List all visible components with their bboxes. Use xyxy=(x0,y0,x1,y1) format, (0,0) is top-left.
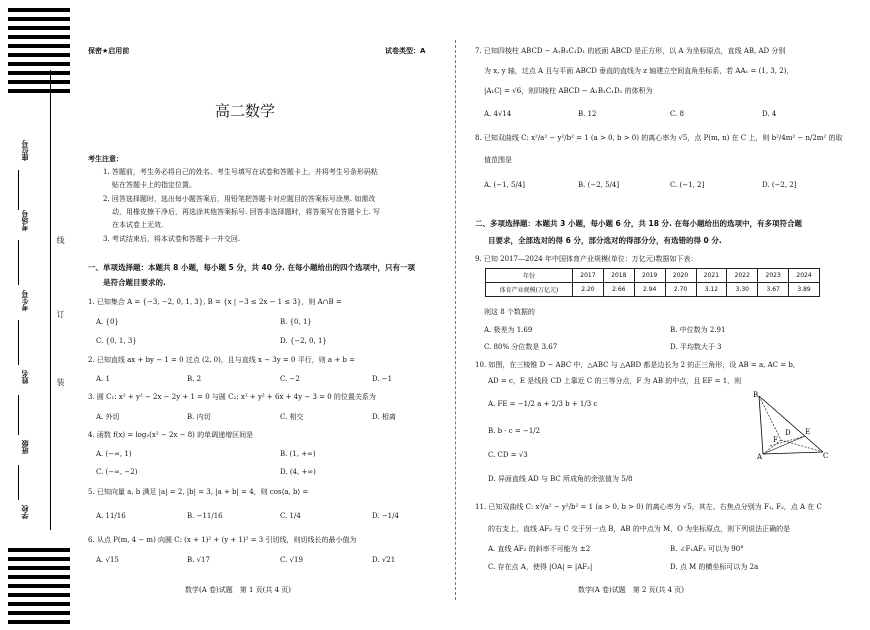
q3-stem: 3. 圆 C₁: x² + y² − 2x − 2y + 1 = 0 与圆 C₂: x² + y² + 6x + 4y − 3 = 0 的位置关系为 xyxy=(88,393,376,401)
value-cell: 3.89 xyxy=(789,283,820,297)
q10-line-2: AD = c，E 是线段 CD 上靠近 C 的三等分点，F 为 AB 的中点，且 EF = 1，则 xyxy=(488,377,742,385)
q4-option-d: D. (4, +∞) xyxy=(280,468,316,476)
value-cell: 2.70 xyxy=(665,283,696,297)
binding-stripe xyxy=(8,566,70,570)
q2-option-b: B. 2 xyxy=(187,375,202,383)
table-header-cell: 年份 xyxy=(486,269,573,283)
q3-option-a: A. 外切 xyxy=(96,413,120,421)
value-cell: 2.66 xyxy=(603,283,634,297)
q1-option-a: A. {0} xyxy=(96,318,119,326)
q9-data-table xyxy=(485,268,820,297)
year-cell: 2017 xyxy=(573,269,604,283)
q4-option-a: A. (−∞, 1) xyxy=(96,450,132,458)
q9-option-c: C. 80% 分位数是 3.67 xyxy=(484,343,558,351)
q5-option-c: C. 1/4 xyxy=(280,512,301,520)
cut-word-assemble: 装 xyxy=(56,378,65,386)
class-underline xyxy=(18,465,19,500)
q9-stem: 9. 已知 2017—2024 年中国体育产业规模(单位：万亿元)数据如下表： xyxy=(475,255,698,263)
q9-option-d: D. 平均数大于 3 xyxy=(670,343,722,351)
cut-word-line: 线 xyxy=(56,236,65,244)
q7-option-a: A. 4√14 xyxy=(484,110,512,118)
q7-option-d: D. 4 xyxy=(762,110,777,118)
page-divider xyxy=(455,40,456,600)
vertex-label-b: B xyxy=(753,391,759,399)
q8-line-2: 值范围是 xyxy=(484,156,512,164)
q11-line-1: 11. 已知双曲线 C: x²/a² − y²/b² = 1 (a > 0, b > 0) 的离心率为 √5，其左、右焦点分别为 F₁, F₂，点 A 在 C xyxy=(475,503,822,511)
binding-stripe xyxy=(8,53,70,57)
table-row xyxy=(486,269,820,283)
page-title: 高二数学 xyxy=(215,102,276,120)
q11-option-b: B. ∠F₁AF₂ 可以为 90° xyxy=(670,545,744,553)
binding-stripe xyxy=(8,26,70,30)
value-cell: 2.20 xyxy=(573,283,604,297)
q9-after: 则这 8 个数据的 xyxy=(484,308,535,316)
q1-option-d: D. {−2, 0, 1} xyxy=(280,337,327,345)
binding-stripe xyxy=(8,557,70,561)
q1-option-b: B. {0, 1} xyxy=(280,318,312,326)
year-cell: 2020 xyxy=(665,269,696,283)
q7-line-2: 为 x, y 轴，过点 A 且与平面 ABCD 垂直的直线为 z 轴建立空间直角坐标系，若 AA₁ = (1, 3, 2)， xyxy=(484,67,794,75)
notice-line-2: 贴在答题卡上的指定位置。 xyxy=(112,181,196,189)
section2-heading-2: 目要求，全部选对的得 6 分，部分选对的得部分分，有选错的得 0 分. xyxy=(488,236,722,245)
notice-line-6: 3. 考试结束后，将本试卷和答题卡一并交回. xyxy=(103,235,241,243)
footer-right: 数学(A 卷)试题 第 2 页(共 4 页) xyxy=(578,586,685,594)
year-cell: 2019 xyxy=(634,269,665,283)
q6-option-b: B. √17 xyxy=(187,556,210,564)
binding-stripe xyxy=(8,602,70,606)
q7-option-b: B. 12 xyxy=(578,110,597,118)
field-school: 学校 xyxy=(21,505,29,519)
binding-stripe xyxy=(8,71,70,75)
q2-stem: 2. 已知直线 ax + by − 1 = 0 过点 (2, 0)，且与直线 x − 3y = 0 平行，则 a + b = xyxy=(88,356,355,364)
binding-stripe xyxy=(8,593,70,597)
q4-option-c: C. (−∞, −2) xyxy=(96,468,138,476)
paper-type-label: 试卷类型：A xyxy=(385,47,426,55)
q5-option-b: B. −11/16 xyxy=(187,512,223,520)
q7-option-c: C. 8 xyxy=(670,110,685,118)
candidate-underline xyxy=(18,320,19,365)
room-underline xyxy=(18,240,19,285)
field-name: 姓名 xyxy=(21,370,29,384)
q8-line-1: 8. 已知双曲线 C: x²/a² − y²/b² = 1 (a > 0, b > 0) 的离心率为 √5，点 P(m, n) 在 C 上，则 b²/4m² − n/2m² 的取 xyxy=(475,134,843,142)
vertex-label-a: A xyxy=(757,453,763,460)
q8-option-d: D. (−2, 2] xyxy=(762,181,797,189)
q10-option-b: B. b · c = −1/2 xyxy=(488,427,541,435)
field-candidate-number: 考生号 xyxy=(21,290,29,311)
q8-option-b: B. (−2, 5/4] xyxy=(578,181,620,189)
q9-option-a: A. 极差为 1.69 xyxy=(484,326,533,334)
q11-line-2: 的右支上，直线 AF₂ 与 C 交于另一点 B，AB 的中点为 M，O 为坐标原点，则下列说法正确的是 xyxy=(488,525,791,533)
section2-heading: 二、多项选择题：本题共 3 小题，每小题 6 分，共 18 分. 在每小题给出的选项中，有多项符合题 xyxy=(475,219,802,228)
year-cell: 2018 xyxy=(603,269,634,283)
q6-stem: 6. 从点 P(m, 4 − m) 向圆 C: (x + 1)² + (y + 1)² = 3 引切线，则切线长的最小值为 xyxy=(88,536,357,544)
notice-line-3: 2. 回答选择题时，选出每小题答案后，用铅笔把答题卡对应题目的答案标号涂黑. 如需改 xyxy=(103,195,376,203)
q5-option-a: A. 11/16 xyxy=(96,512,126,520)
binding-stripe xyxy=(8,35,70,39)
notice-line-1: 1. 答题前，考生务必将自己的姓名、考生号填写在试卷和答题卡上，并将考生号条形码粘 xyxy=(103,168,378,176)
seat-underline xyxy=(18,170,19,210)
secret-label: 保密★启用前 xyxy=(88,47,130,55)
value-cell: 2.94 xyxy=(634,283,665,297)
binding-stripe xyxy=(8,44,70,48)
year-cell: 2022 xyxy=(727,269,758,283)
vertex-label-c: C xyxy=(823,452,829,460)
binding-stripe xyxy=(8,548,70,552)
q5-stem: 5. 已知向量 a, b 满足 |a| = 2, |b| = 3, |a + b| = 4，则 cos⟨a, b⟩ = xyxy=(88,488,309,496)
q3-option-b: B. 内切 xyxy=(187,413,211,421)
binding-stripe xyxy=(8,17,70,21)
binding-stripe xyxy=(8,80,70,84)
notice-line-5: 在本试卷上无效. xyxy=(112,221,164,229)
q2-option-a: A. 1 xyxy=(96,375,110,383)
binding-stripe xyxy=(8,575,70,579)
value-cell: 3.67 xyxy=(758,283,789,297)
q10-option-d: D. 异面直线 AD 与 BC 所成角的余弦值为 5/8 xyxy=(488,475,633,483)
field-exam-room: 考场号 xyxy=(21,210,29,231)
vertex-label-d: D xyxy=(785,429,791,437)
q11-option-c: C. 存在点 A，使得 |OA| = |AF₂| xyxy=(488,563,593,571)
q8-option-c: C. (−1, 2] xyxy=(670,181,705,189)
q10-line-1: 10. 如图，在三棱锥 D − ABC 中，△ABC 与 △ABD 都是边长为 2 的正三角形，设 AB = a, AC = b, xyxy=(475,361,796,369)
q10-option-a: A. FE = −1/2 a + 2/3 b + 1/3 c xyxy=(488,400,598,408)
binding-stripe xyxy=(8,584,70,588)
q11-option-a: A. 直线 AF₂ 的斜率不可能为 ±2 xyxy=(488,545,591,553)
binding-stripe xyxy=(8,89,70,93)
vertex-label-e: E xyxy=(805,428,811,436)
table-header-cell: 体育产业规模(万亿元) xyxy=(486,283,573,297)
q6-option-d: D. √21 xyxy=(372,556,396,564)
binding-stripe xyxy=(8,8,70,12)
q1-stem: 1. 已知集合 A = {−3, −2, 0, 1, 3}, B = {x | −3 ≤ 2x − 1 ≤ 3}，则 A∩B = xyxy=(88,298,342,306)
notice-line-4: 动，用橡皮擦干净后，再选涂其他答案标号. 回答非选择题时，将答案写在答题卡上. 写 xyxy=(112,208,380,216)
binding-line xyxy=(50,70,51,530)
q11-option-d: D. 点 M 的横坐标可以为 2a xyxy=(670,563,759,571)
section1-heading: 一、单项选择题：本题共 8 小题，每小题 5 分，共 40 分. 在每小题给出的四个选项中，只有一项 xyxy=(88,263,415,272)
q6-option-a: A. √15 xyxy=(96,556,119,564)
table-row xyxy=(486,283,820,297)
tetrahedron-figure xyxy=(745,388,830,460)
q5-option-d: D. −1/4 xyxy=(372,512,399,520)
q10-option-c: C. CD = √3 xyxy=(488,451,528,459)
q3-option-d: D. 相离 xyxy=(372,413,396,421)
vertex-label-f: F xyxy=(773,436,778,444)
q4-stem: 4. 函数 f(x) = log₂(x² − 2x − 8) 的单调递增区间是 xyxy=(88,431,254,439)
section1-heading-2: 是符合题目要求的. xyxy=(103,278,166,287)
q4-option-b: B. (1, +∞) xyxy=(280,450,316,458)
field-seat-number: 座位号 xyxy=(21,140,29,161)
q7-line-1: 7. 已知四棱柱 ABCD − A₁B₁C₁D₁ 的底面 ABCD 是正方形，以 A 为坐标原点，直线 AB, AD 分别 xyxy=(475,47,786,55)
value-cell: 3.12 xyxy=(696,283,727,297)
binding-stripe xyxy=(8,62,70,66)
q2-option-c: C. −2 xyxy=(280,375,300,383)
notice-heading: 考生注意： xyxy=(88,155,123,163)
q1-option-c: C. {0, 1, 3} xyxy=(96,337,137,345)
value-cell: 3.30 xyxy=(727,283,758,297)
year-cell: 2023 xyxy=(758,269,789,283)
field-class: 班级 xyxy=(21,440,29,454)
binding-stripe xyxy=(8,620,70,624)
q9-option-b: B. 中位数为 2.91 xyxy=(670,326,726,334)
year-cell: 2021 xyxy=(696,269,727,283)
binding-stripe xyxy=(8,611,70,615)
footer-left: 数学(A 卷)试题 第 1 页(共 4 页) xyxy=(185,586,292,594)
cut-word-bind: 订 xyxy=(56,310,65,318)
q2-option-d: D. −1 xyxy=(372,375,393,383)
q7-line-3: |A₁C| = √6，则四棱柱 ABCD − A₁B₁C₁D₁ 的体积为 xyxy=(484,87,653,95)
q3-option-c: C. 相交 xyxy=(280,413,304,421)
q6-option-c: C. √19 xyxy=(280,556,303,564)
name-underline xyxy=(18,395,19,435)
year-cell: 2024 xyxy=(789,269,820,283)
q8-option-a: A. (−1, 5/4] xyxy=(484,181,526,189)
